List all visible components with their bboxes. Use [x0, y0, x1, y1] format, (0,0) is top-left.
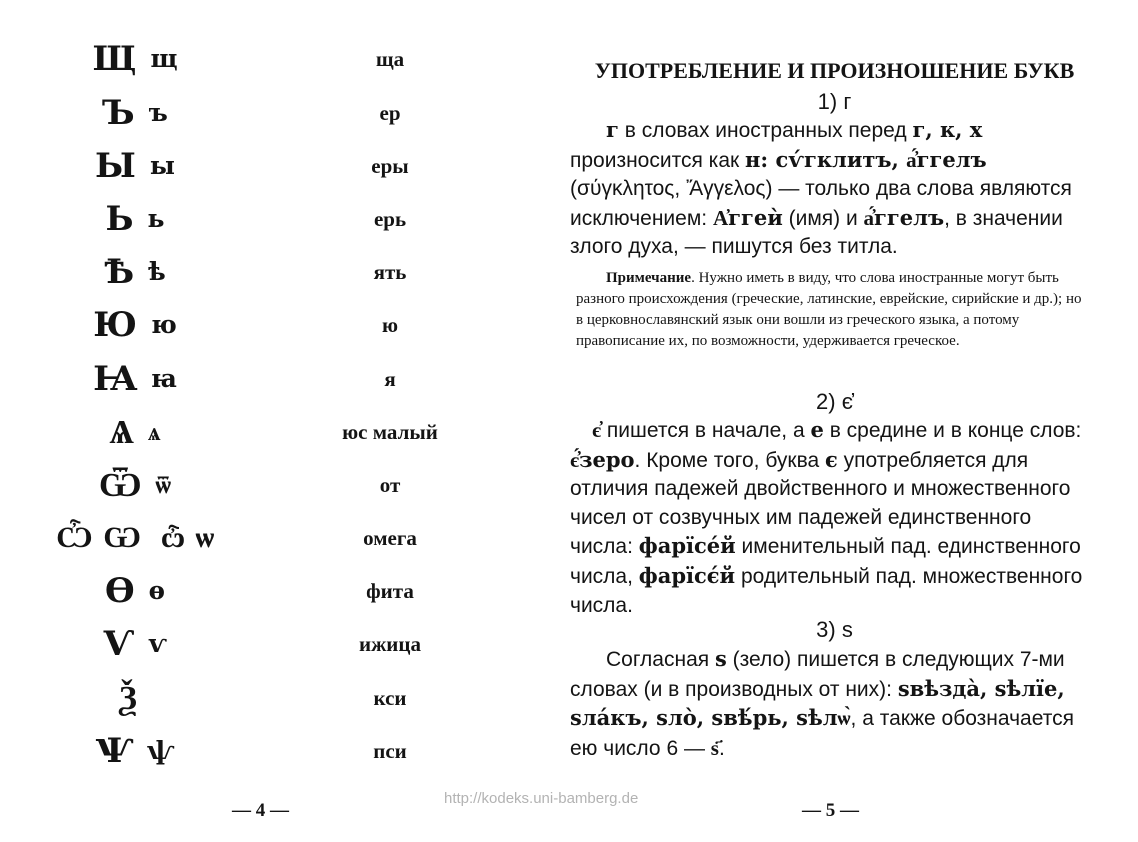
letter-name: ща — [375, 47, 405, 71]
capital-letter: Ѵ — [103, 624, 135, 664]
letter-row-erj — [0, 194, 540, 244]
letter-row-ya — [0, 354, 540, 404]
letter-row-yu — [0, 300, 540, 350]
letter-name: пси — [373, 739, 407, 763]
left-page — [0, 0, 560, 842]
capital-letter: Ю — [93, 305, 138, 345]
small-letter: ѽ ѡ — [160, 520, 215, 555]
letter-row-ery — [0, 141, 540, 191]
capital-letter: Ѣ — [104, 252, 135, 292]
letter-row-ot — [0, 460, 540, 510]
small-letter: ъ — [148, 98, 168, 127]
letter-name: юс малый — [342, 420, 438, 444]
capital-letter: Щ — [92, 39, 137, 79]
note-label: Примечание — [606, 270, 692, 286]
page-number-right: — 5 — — [802, 800, 859, 821]
letter-row-er — [0, 88, 540, 138]
capital-letter: Ѳ — [105, 571, 135, 611]
letter-row-shcha — [0, 34, 540, 84]
letter-row-omega — [0, 513, 540, 563]
capital-letter: Ѽ Ѡ — [55, 520, 141, 555]
small-letter: ѱ — [146, 736, 175, 765]
capital-letter: Ѯ — [119, 678, 137, 718]
small-letter: ѧ — [148, 417, 161, 446]
small-letter: ѿ — [155, 470, 171, 499]
letter-name: от — [379, 473, 401, 497]
small-letter: ѵ — [148, 629, 167, 658]
note-paragraph — [576, 268, 1082, 352]
letter-name: ерь — [373, 207, 407, 231]
page-number-left: — 4 — — [232, 800, 289, 821]
letter-name: я — [384, 367, 396, 391]
letter-row-yus-maly — [0, 407, 540, 457]
small-letter: ѳ — [148, 576, 165, 605]
letter-row-izhitsa — [0, 619, 540, 669]
section-3-title: 3) ѕ — [816, 617, 853, 642]
capital-letter: Ѱ — [95, 731, 133, 771]
small-letter: ѣ — [148, 257, 166, 286]
capital-letter: Ѿ — [99, 465, 142, 505]
section-2-paragraph: є҆ пишется в начале, а е в средине и в конце слов: є҆́зеро. Кроме того, буква є употребляется для отличия падежей двойственного и множественного чисел от созвучных им падежей единственного числа: фарїсе́й именительный пад. единственного числа, фарїсє́й родительный пад. множественного числа. — [570, 417, 1083, 617]
letter-name: ижица — [358, 632, 422, 656]
section-3-paragraph: Согласная ѕ (зело) пишется в следующих 7-ми словах (и в производных от них): ѕвѣзда̀, ѕѣлїе, ѕла́къ, ѕло̀, ѕвѣ́рь, ѕѣлѡ̀, а также обозначается ею число 6 — ѕ҃. — [570, 646, 1074, 760]
letter-name: ять — [373, 260, 407, 284]
capital-letter: Ы — [95, 146, 136, 186]
small-letter: ꙗ — [150, 364, 177, 393]
small-letter: ь — [147, 204, 165, 233]
section-2-title: 2) є҆ — [816, 389, 853, 414]
note-text: . Нужно иметь в виду, что слова иностранные могут быть разного происхождения (греческие, латинские, еврейские, сирийские и др.); но в церковнославянский язык они вошли из греческого языка, а потому правописание их, по возможности, удерживается греческое. — [576, 270, 1082, 349]
letter-name: кси — [373, 686, 407, 710]
small-letter: ы — [149, 151, 175, 180]
small-letter: ю — [151, 310, 177, 339]
letter-name: омега — [363, 526, 417, 550]
small-letter: щ — [150, 44, 178, 73]
letter-name: ер — [379, 101, 401, 125]
letter-name: еры — [371, 154, 409, 178]
capital-letter: Ъ — [102, 93, 135, 133]
letter-name: ю — [381, 313, 399, 337]
capital-letter: Ꙗ — [93, 359, 137, 399]
capital-letter: Ь — [105, 199, 134, 239]
section-1-paragraph: г в словах иностранных перед г, к, х произносится как н: сѵ́гклитъ, а҆́ггелъ (σύγκλητος, Ἄγγελος) — только два слова являются исключением: А҆ггеѝ (имя) и а҆́ггелъ, в значении злого духа, — пишутся без титла. — [570, 117, 1072, 259]
letter-row-fita — [0, 566, 540, 616]
capital-letter: Ѧ — [109, 412, 135, 452]
page-heading: УПОТРЕБЛЕНИЕ И ПРОИЗНОШЕНИЕ БУКВ — [594, 58, 1075, 83]
section-1-title: 1) г — [817, 89, 852, 114]
letter-name: фита — [366, 579, 414, 603]
letter-row-psi — [0, 726, 540, 776]
watermark-url: http://kodeks.uni-bamberg.de — [444, 790, 639, 807]
right-page — [562, 0, 1138, 842]
letter-row-yat — [0, 247, 540, 297]
letter-row-ksi — [0, 673, 540, 723]
